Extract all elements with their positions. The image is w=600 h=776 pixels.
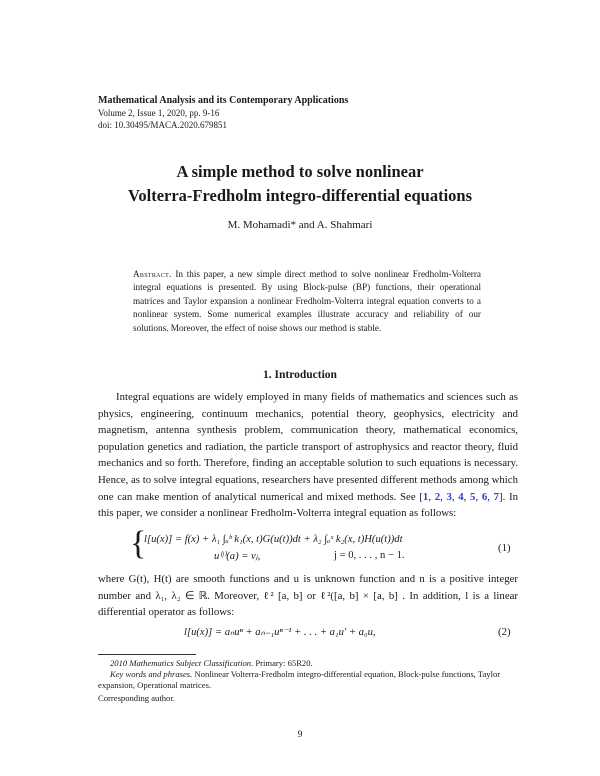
volume-info: Volume 2, Issue 1, 2020, pp. 9-16 xyxy=(98,108,220,118)
mid-paragraph: where G(t), H(t) are smooth functions and u is unknown function and n is a positive integer number and λ₁, λ₂ ∈ ℝ. Moreover, ℓ² [a, b] or ℓ²([a, b] × [a, b] . In addition, l is a linear differential operator as follows: xyxy=(98,573,518,619)
section-title: Introduction xyxy=(274,369,337,381)
keywords-label: Key words and phrases. xyxy=(110,669,193,679)
footnote-corresponding: Corresponding author. xyxy=(98,693,175,703)
title-line-1: A simple method to solve nonlinear xyxy=(176,162,424,181)
footnote-msc xyxy=(98,658,518,669)
journal-name: Mathematical Analysis and its Contemporary Applications xyxy=(98,95,349,106)
msc-label: 2010 Mathematics Subject Classification. xyxy=(110,658,254,668)
abstract xyxy=(133,268,481,335)
footnote-keywords xyxy=(98,669,518,691)
msc-value: Primary: 65R20. xyxy=(255,658,313,668)
equation-2-number: (2) xyxy=(498,626,511,638)
equation-1-line-1: l[u(x)] = f(x) + λ₁ ∫ₐᵇ k₁(x, t)G(u(t))dt + λ₂ ∫ₐˣ k₂(x, t)H(u(t))dt xyxy=(144,534,403,545)
equation-1-line-2-right: j = 0, . . . , n − 1. xyxy=(334,550,405,561)
title-line-2: Volterra-Fredholm integro-differential equations xyxy=(127,186,473,205)
abstract-text: In this paper, a new simple direct method to solve nonlinear Fredholm-Volterra integral equations is presented. By using Block-pulse (BP) functions, their operational matrices and Taylor expansion a nonlinear Fredholm-Volterra integral equation converts to a nonlinear system. Some numerical examples illustrate accuracy and reliability of our solutions. Moreover, the effect of noise shows our method is stable. xyxy=(133,269,482,333)
citation-link[interactable]: 1 xyxy=(422,490,429,503)
citation-link[interactable]: 2 xyxy=(434,490,441,503)
page-number: 9 xyxy=(297,730,303,740)
keywords-value: Nonlinear Volterra-Fredholm integro-differential equation, Block-pulse functions, Taylor expansion, Operational matrices. xyxy=(98,669,501,690)
section-number: 1. xyxy=(263,369,272,381)
equation-brace: { xyxy=(130,525,147,562)
citation-link[interactable]: 4 xyxy=(458,490,464,503)
authors: M. Mohamadi* and A. Shahmari xyxy=(227,219,373,231)
intro-text: Integral equations are widely employed in many fields of mathematics and sciences such as physics, engineering, continuum mechanics, potential theory, geophysics, electricity and magnetism, antenna synthesis problem, communication theory, mathematical economics, population genetics and radiation, the particle transport of astrophysics and reactor theory, fluid mechanics and so forth. Therefore, finding an acceptable solution to such equations is necessary. Hence, as to solve integral equations, researchers have presented different methods among which one can make mention of analytical numerical and mixed methods. See xyxy=(98,391,518,503)
footnote-rule xyxy=(98,654,196,655)
citation-link[interactable]: 6 xyxy=(481,490,488,503)
equation-1-line-2-left: u⁽ʲ⁾(a) = vⱼ, xyxy=(214,551,261,562)
section-heading xyxy=(0,369,600,381)
doi: doi: 10.30495/MACA.2020.679851 xyxy=(98,120,228,130)
citation-link[interactable]: 3 xyxy=(446,490,452,503)
citation-link[interactable]: 5 xyxy=(470,490,476,503)
equation-2: l[u(x)] = aₙuⁿ + aₙ₋₁uⁿ⁻¹ + . . . + a₁u′ + a₀u, xyxy=(184,627,376,638)
equation-1-number: (1) xyxy=(498,542,511,554)
intro-paragraph: Integral equations are widely employed in many fields of mathematics and sciences such as physics, engineering, continuum mechanics, potential theory, geophysics, electricity and magnetism, antenna synthesis problem, communication theory, mathematical economics, population genetics and radiation, the particle transport of astrophysics and reactor theory, fluid mechanics and so forth. Therefore, finding an acceptable solution to such equations is necessary. Hence, as to solve integral equations, researchers have presented different methods among which one can make mention of analytical numerical and mixed methods. See [1, 2, 3, 4, 5, 6, 7]. In this paper, we consider a nonlinear Fredholm-Volterra integral equation as follows: xyxy=(98,391,518,520)
abstract-label: Abstract. xyxy=(133,269,172,279)
citation-link[interactable]: 7 xyxy=(493,490,500,503)
intro-after-cites: In this paper, we consider a nonlinear Fredholm-Volterra integral equation as follows: xyxy=(98,490,518,520)
